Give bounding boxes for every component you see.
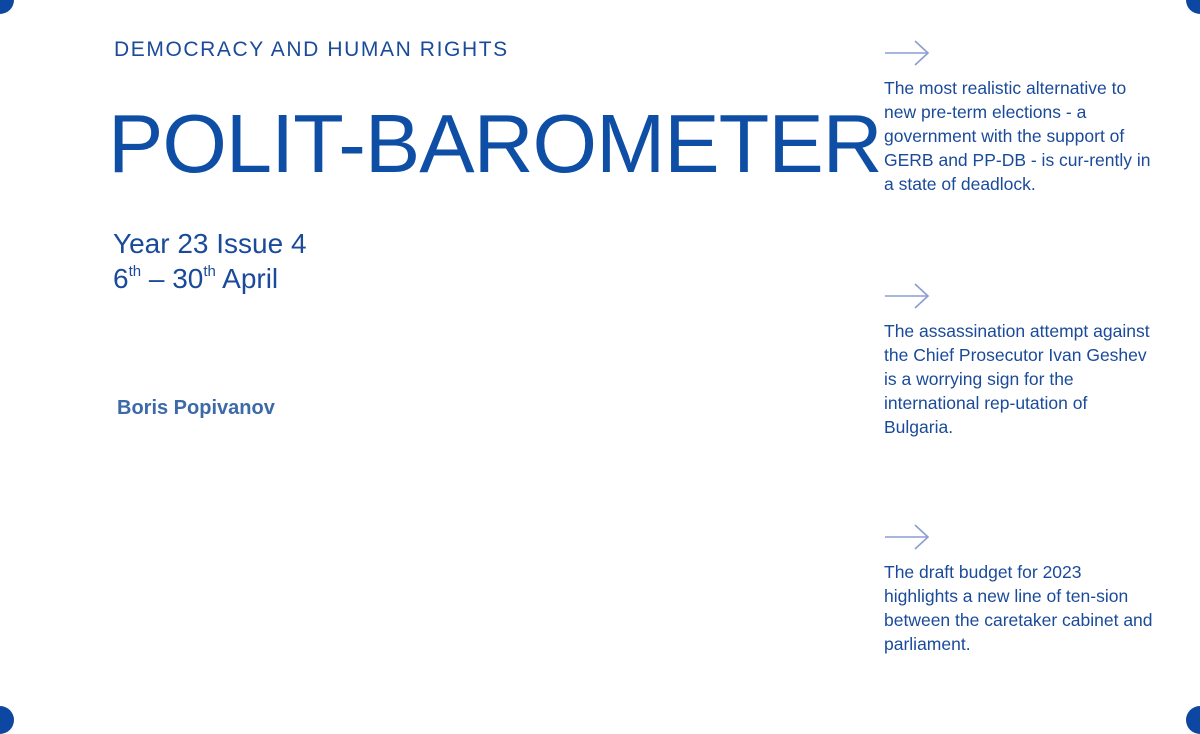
date-start-suffix: th bbox=[128, 263, 142, 280]
arrow-right-icon bbox=[884, 40, 930, 66]
highlight-text: The assassination attempt against the Chief Prosecutor Ivan Geshev is a worrying sign for the international rep-utation of Bulgaria. bbox=[884, 321, 1150, 437]
highlight-item bbox=[884, 40, 1154, 196]
date-end-day: 30 bbox=[172, 263, 204, 294]
highlight-item bbox=[884, 283, 1154, 439]
date-month: April bbox=[215, 263, 279, 294]
author-name: Boris Popivanov bbox=[117, 397, 275, 419]
highlight-text: The most realistic alternative to new pre-term elections - a government with the support of GERB and PP-DB - is cur-rently in a state of deadlock. bbox=[884, 78, 1151, 194]
section-label: DEMOCRACY AND HUMAN RIGHTS bbox=[114, 38, 509, 61]
page-title: POLIT-BAROMETER bbox=[108, 97, 882, 190]
arrow-right-icon bbox=[884, 283, 930, 309]
corner-decoration bbox=[1186, 0, 1200, 14]
issue-info bbox=[113, 226, 307, 296]
issue-line: Year 23 Issue 4 bbox=[113, 228, 307, 259]
corner-decoration bbox=[1186, 706, 1200, 734]
date-dash: – bbox=[141, 263, 173, 294]
date-end-suffix: th bbox=[203, 263, 216, 280]
corner-decoration bbox=[0, 706, 14, 734]
date-range bbox=[113, 261, 307, 296]
corner-decoration bbox=[0, 0, 14, 14]
date-start-day: 6 bbox=[113, 263, 129, 294]
highlight-text: The draft budget for 2023 highlights a new line of ten-sion between the caretaker cabinet and parliament. bbox=[884, 562, 1153, 654]
highlight-item bbox=[884, 524, 1154, 656]
arrow-right-icon bbox=[884, 524, 930, 550]
